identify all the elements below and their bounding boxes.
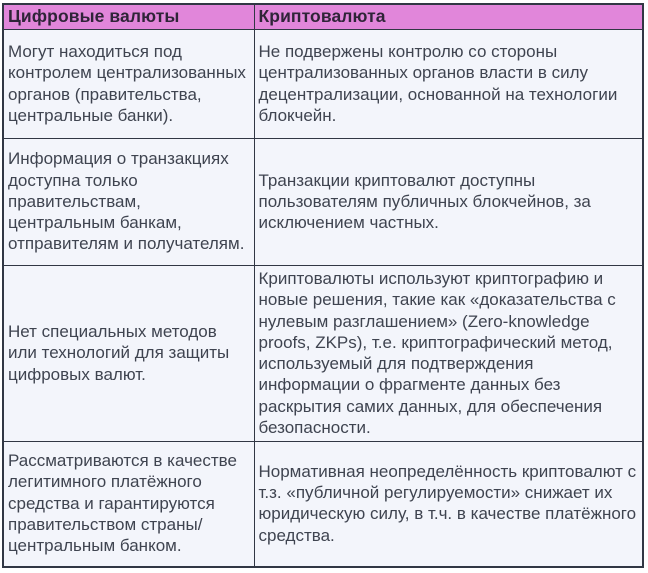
table-row-transaction-access xyxy=(3,139,643,266)
table-row-legal-status xyxy=(3,442,643,567)
table-header-row xyxy=(3,4,643,30)
comparison-table xyxy=(2,3,644,568)
cell-digital-control: Могут находиться под контролем централизованных органов (правительства, центральные банки). xyxy=(3,30,254,139)
cell-crypto-legal-status: Нормативная неопределённость криптовалют с т.з. «публичной регулируемости» снижает их юридическую силу, в т.ч. в качестве платёжного средства. xyxy=(254,442,643,567)
cell-crypto-control: Не подвержены контролю со стороны централизованных органов власти в силу децентрализации, основанной на технологии блокчейн. xyxy=(254,30,643,139)
cell-crypto-security-methods: Криптовалюты используют криптографию и новые решения, такие как «доказательства с нулевым разглашением» (Zero-knowledge proofs, ZKPs), т.е. криптографический метод, используемый для подтверждения информации о фрагменте данных без раскрытия самих данных, для обеспечения безопасности. xyxy=(254,266,643,442)
table-row-security-methods xyxy=(3,266,643,442)
cell-digital-legal-status: Рассматриваются в качестве легитимного платёжного средства и гарантируются правительством страны/ центральным банком. xyxy=(3,442,254,567)
cell-digital-transaction-access: Информация о транзакциях доступна только правительствам, центральным банкам, отправителям и получателям. xyxy=(3,139,254,266)
column-header-digital-currencies: Цифровые валюты xyxy=(3,4,254,30)
table-row-control xyxy=(3,30,643,139)
column-header-cryptocurrency: Криптовалюта xyxy=(254,4,643,30)
cell-crypto-transaction-access: Транзакции криптовалют доступны пользователям публичных блокчейнов, за исключением частных. xyxy=(254,139,643,266)
cell-digital-security-methods: Нет специальных методов или технологий для защиты цифровых валют. xyxy=(3,266,254,442)
